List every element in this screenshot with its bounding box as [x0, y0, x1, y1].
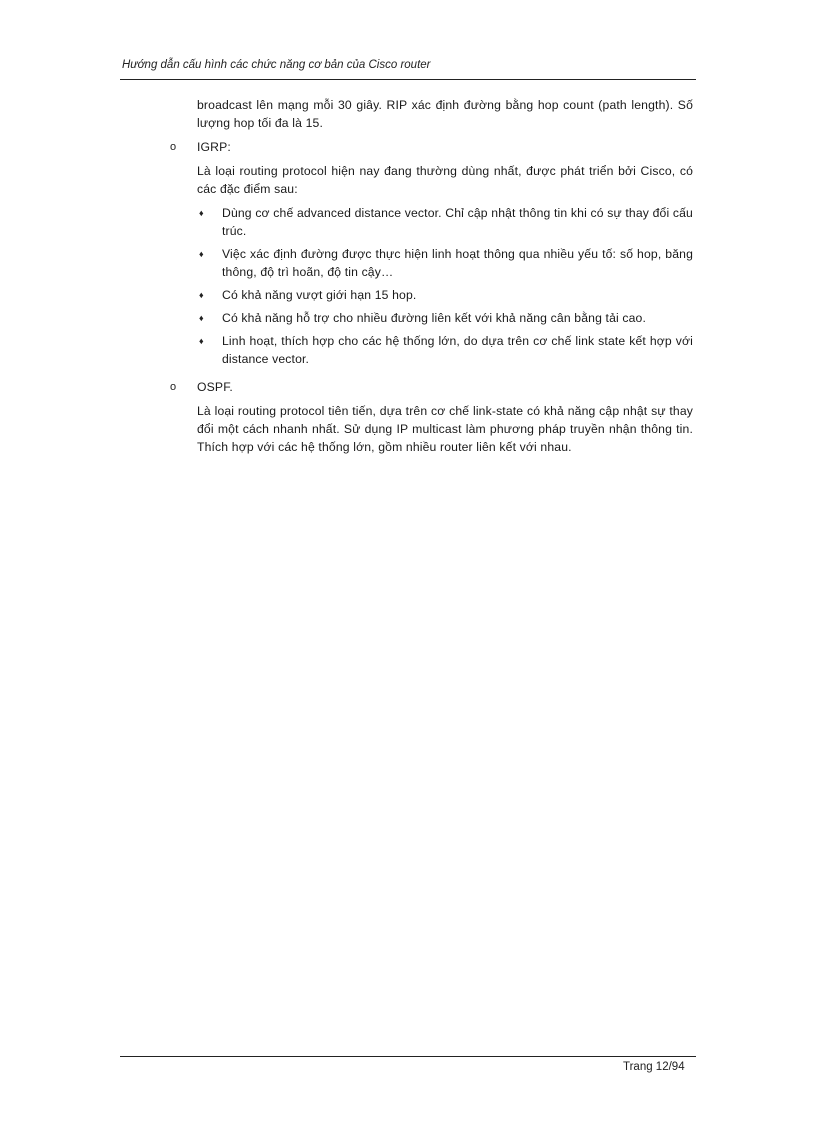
list-item-text: Có khả năng hỗ trợ cho nhiều đường liên kết với khả năng cân bằng tải cao. — [222, 311, 647, 325]
list-item — [199, 332, 693, 368]
list-item — [199, 245, 693, 281]
igrp-heading: IGRP: — [197, 140, 231, 154]
page-number: Trang 12/94 — [623, 1061, 685, 1073]
igrp-feature-list — [0, 204, 816, 368]
list-item — [199, 204, 693, 240]
ospf-heading-row — [170, 378, 693, 396]
list-item — [199, 309, 693, 327]
page-header-title: Hướng dẫn cấu hình các chức năng cơ bản của Cisco router — [122, 59, 431, 71]
list-item-text: Linh hoạt, thích hợp cho các hệ thống lớn, do dựa trên cơ chế link state kết hợp với distance vector. — [222, 334, 693, 366]
diamond-bullet-icon: ♦ — [199, 290, 204, 300]
list-item-text: Có khả năng vượt giới hạn 15 hop. — [222, 288, 417, 302]
circle-bullet-icon: o — [170, 141, 177, 153]
list-item-text: Dùng cơ chế advanced distance vector. Chỉ cập nhật thông tin khi có sự thay đổi cấu trúc. — [222, 206, 693, 238]
intro-paragraph: broadcast lên mạng mỗi 30 giây. RIP xác định đường bằng hop count (path length). Số lượng hop tối đa là 15. — [197, 98, 693, 130]
igrp-heading-row — [170, 138, 693, 156]
igrp-description: Là loại routing protocol hiện nay đang thường dùng nhất, được phát triển bởi Cisco, có các đặc điểm sau: — [197, 164, 693, 196]
diamond-bullet-icon: ♦ — [199, 336, 204, 346]
document-body — [0, 96, 816, 456]
list-item — [199, 286, 693, 304]
header-divider — [120, 79, 696, 80]
list-item-text: Việc xác định đường được thực hiện linh hoạt thông qua nhiều yếu tố: số hop, băng thông, độ trì hoãn, độ tin cậy… — [222, 247, 693, 279]
footer-divider — [120, 1056, 696, 1057]
diamond-bullet-icon: ♦ — [199, 249, 204, 259]
diamond-bullet-icon: ♦ — [199, 313, 204, 323]
ospf-description: Là loại routing protocol tiên tiến, dựa trên cơ chế link-state có khả năng cập nhật sự thay đổi một cách nhanh nhất. Sử dụng IP multicast làm phương pháp truyền nhận thông tin. Thích hợp với các hệ thống lớn, gồm nhiều router liên kết với nhau. — [197, 404, 693, 454]
circle-bullet-icon: o — [170, 381, 177, 393]
diamond-bullet-icon: ♦ — [199, 208, 204, 218]
ospf-heading: OSPF. — [197, 380, 233, 394]
